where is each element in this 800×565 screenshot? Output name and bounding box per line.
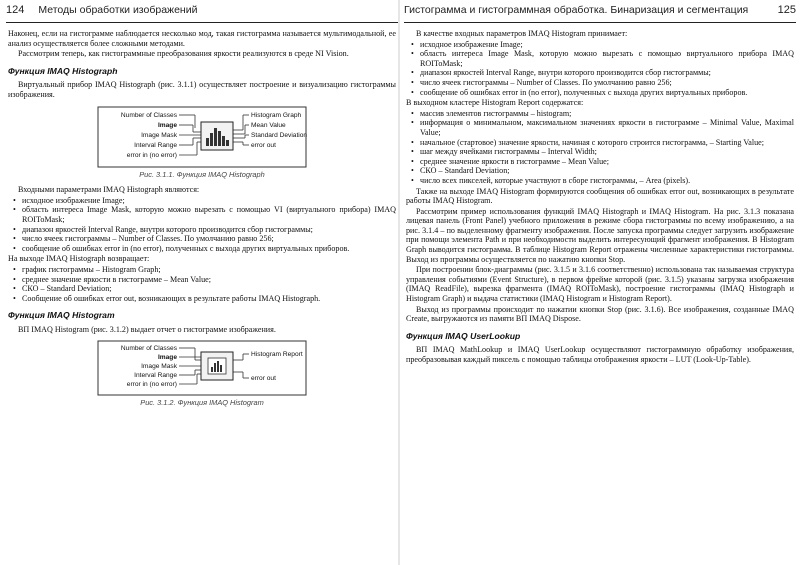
list-item: • Сообщение об ошибках error out, возникающих в результате работы IMAQ Histograph.	[22, 294, 396, 304]
histograph-para: Виртуальный прибор IMAQ Histograph (рис. 3.1.1) осуществляет построение и визуализацию гистограммы изображения.	[8, 80, 396, 99]
list-item: • сообщение об ошибках error in (no error), полученных с выхода других виртуальных приборов.	[22, 244, 396, 254]
list-item: • область интереса Image Mask, которую можно вырезать с помощью VI (виртуального прибора) IMAQ ROIToMask;	[22, 205, 396, 224]
list-item: • массив элементов гистограммы – histogram;	[420, 109, 794, 119]
histogram-in-4: error in (no error)	[126, 381, 177, 389]
list-item: • исходное изображение Image;	[420, 40, 794, 50]
list-item: • среднее значение яркости в гистограмме – Mean Value;	[420, 157, 794, 167]
list-item: • СКО – Standard Deviation;	[420, 166, 794, 176]
list-item: • среднее значение яркости в гистограмме – Mean Value;	[22, 275, 396, 285]
left-running-head	[6, 0, 398, 23]
right-running-title: Гистограмма и гистограммная обработка. Бинаризация и сегментация	[404, 4, 749, 16]
section-heading-userlookup: Функция IMAQ UserLookup	[406, 330, 521, 341]
histogram-report-intro: В выходном кластере Histogram Report содержатся:	[406, 98, 584, 108]
right-page	[404, 0, 796, 565]
histogram-para: ВП IMAQ Histogram (рис. 3.1.2) выдает отчет о гистограмме изображения.	[18, 324, 276, 334]
histogram-report-list	[406, 109, 794, 186]
section-heading-histograph: Функция IMAQ Histograph	[8, 65, 118, 76]
right-para-2: Рассмотрим пример использования функций IMAQ Histograph и IMAQ Histogram. На рис. 3.1.3 показана лицевая панель (Front Panel) учебного приложения в режиме сбора гистограммы по всему изображению, а на рис. 3.1.4 – по выделенному фрагменту изображения. После запуска программы следует загрузить изображение при помощи элемента Path и при необходимости выделить интересующий фрагмент изображения. В Histogram Graph выводится гистограмма. В таблице Histogram Report отражены численные характеристики гистограммы. Выход из программы осуществляется по нажатию кнопки Stop.	[406, 206, 794, 264]
list-item: • диапазон яркостей Interval Range, внутри которого производится сбор гистограммы;	[22, 225, 396, 235]
histogram-inputs-list	[406, 40, 794, 98]
left-running-title: Методы обработки изображений	[38, 4, 198, 16]
histograph-out-1: Mean Value	[251, 121, 286, 129]
histograph-in-1: Image	[157, 121, 177, 129]
histograph-in-0: Number of Classes	[120, 111, 177, 119]
histograph-terminal-diagram	[97, 106, 307, 168]
histogram-out-1: error out	[251, 375, 276, 383]
userlookup-para: ВП IMAQ MathLookup и IMAQ UserLookup осуществляют гистограммную обработку изображения, преобразовывая каждый пиксель с помощью таблицы отображения яркости – LUT (Look-Up-Table).	[406, 345, 794, 364]
list-item: • область интереса Image Mask, которую можно вырезать с помощью виртуального прибора IMAQ ROIToMask;	[420, 49, 794, 68]
histograph-inputs-intro: Входными параметрами IMAQ Histograph являются:	[18, 185, 200, 195]
histograph-inputs-list	[8, 196, 396, 254]
list-item: • число всех пикселей, которые участвуют в сборе гистограммы, – Area (pixels).	[420, 176, 794, 186]
list-item: • шаг между ячейками гистограммы – Interval Width;	[420, 147, 794, 157]
right-para-4: Выход из программы происходит по нажатии кнопки Stop (рис. 3.1.6). Все изображения, созданные IMAQ Create, выгружаются из памяти ВП IMAQ Dispose.	[406, 304, 794, 324]
histogram-in-3: Interval Range	[134, 372, 177, 380]
histogram-in-2: Image Mask	[141, 363, 177, 371]
histogram-terminal-diagram	[97, 340, 307, 396]
figure-histogram	[8, 340, 396, 396]
list-item: • диапазон яркостей Interval Range, внутри которого производится сбор гистограммы;	[420, 68, 794, 78]
left-page	[6, 0, 398, 565]
right-running-head	[404, 0, 796, 23]
list-item: • сообщение об ошибках error in (no error), полученных с выхода других виртуальных приборов.	[420, 88, 794, 98]
histogram-in-0: Number of Classes	[120, 345, 177, 353]
histograph-out-0: Histogram Graph	[251, 111, 302, 119]
left-page-number: 124	[6, 4, 25, 16]
section-heading-histogram: Функция IMAQ Histogram	[8, 310, 115, 321]
histograph-outputs-intro: На выходе IMAQ Histograph возвращает:	[8, 254, 150, 264]
list-item: • СКО – Standard Deviation;	[22, 284, 396, 294]
histogram-inputs-intro: В качестве входных параметров IMAQ Histogram принимает:	[416, 29, 628, 38]
list-item: • начальное (стартовое) значение яркости, начиная с которого строится гистограмма, – Starting Value;	[420, 138, 794, 148]
left-intro-1: Наконец, если на гистограмме наблюдается несколько мод, такая гистограмма называется мультимодальной, ее анализ осуществляется более сложными методами.	[8, 29, 396, 48]
list-item: • исходное изображение Image;	[22, 196, 396, 206]
histogram-in-1: Image	[157, 354, 177, 362]
histograph-in-4: error in (no error)	[126, 151, 177, 159]
histograph-outputs-list	[8, 265, 396, 303]
gutter	[398, 0, 400, 565]
right-page-number: 125	[777, 4, 796, 16]
list-item: • график гистограммы – Histogram Graph;	[22, 265, 396, 275]
list-item: • информация о минимальном, максимальном значениях яркости в гистограмме – Minimal Value, Maximal Value;	[420, 118, 794, 137]
histograph-out-3: error out	[251, 141, 276, 149]
histograph-in-2: Image Mask	[141, 131, 177, 139]
histograph-out-2: Standard Deviation	[251, 131, 307, 139]
histogram-out-0: Histogram Report	[251, 351, 303, 359]
right-para-1: Также на выходе IMAQ Histogram формируются сообщения об ошибках error out, возникающих в результате работы IMAQ Histogram.	[406, 186, 794, 206]
histograph-in-3: Interval Range	[134, 141, 177, 149]
figure-histograph	[8, 106, 396, 168]
list-item: • число ячеек гистограммы – Number of Classes. По умолчанию равно 256;	[22, 234, 396, 244]
list-item: • число ячеек гистограммы – Number of Classes. По умолчанию равно 256;	[420, 78, 794, 88]
left-intro-2: Рассмотрим теперь, как гистограммные преобразования яркости реализуются в среде NI Vision.	[18, 49, 349, 59]
right-para-3: При построении блок-диаграммы (рис. 3.1.5 и 3.1.6 соответственно) использована так называемая структура управления событиями (Event Structure), в первом фрейме которой (рис. 3.1.5) указаны загрузка изображения (IMAQ ReadFile), вырезка фрагмента (IMAQ ROIToMask), построение гистограммы (IMAQ Histograph и Histogram Graph) и выдача статистики (IMAQ Histogram и Histogram Report).	[406, 265, 794, 304]
figure-caption-3-1-1: Рис. 3.1.1. Функция IMAQ Histograph	[139, 169, 265, 179]
figure-caption-3-1-2: Рис. 3.1.2. Функция IMAQ Histogram	[140, 398, 264, 408]
